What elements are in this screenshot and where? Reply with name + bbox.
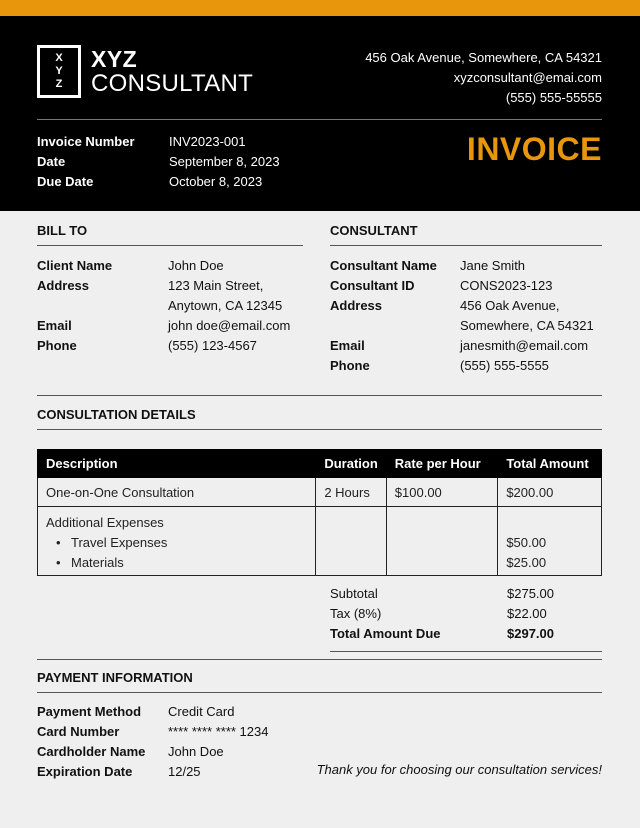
details-table	[37, 449, 602, 576]
invoice-meta	[37, 132, 280, 192]
total-due-value: $297.00	[507, 626, 554, 641]
subtotal-value: $275.00	[507, 586, 554, 601]
expenses-list	[46, 533, 307, 573]
company-contact	[365, 48, 602, 108]
consultant-address-line2: Somewhere, CA 54321	[460, 318, 594, 333]
logo-mark-letter: Z	[55, 78, 63, 90]
client-address-label: Address	[37, 278, 90, 293]
table-row	[38, 507, 602, 576]
client-address-line2: Anytown, CA 12345	[168, 298, 283, 313]
logo-mark-letter: X	[55, 52, 63, 64]
due-date: October 8, 2023	[169, 174, 263, 189]
logo-subname: CONSULTANT	[91, 70, 254, 97]
consultant-name: Jane Smith	[460, 258, 526, 273]
consultant-title: CONSULTANT	[330, 223, 418, 238]
expense-amount: $50.00	[506, 535, 547, 550]
consultant-email-label: Email	[330, 338, 365, 353]
row-duration: 2 Hours	[316, 478, 386, 507]
bill-to-title: BILL TO	[37, 223, 88, 238]
table-header-row	[38, 450, 602, 478]
company-email: xyzconsultant@emai.com	[453, 70, 602, 85]
row-description: One-on-One Consultation	[38, 478, 316, 507]
payment-method-label: Payment Method	[37, 704, 142, 719]
row-total: $200.00	[498, 478, 602, 507]
subtotal-label: Subtotal	[330, 586, 378, 601]
details-top-divider	[37, 395, 602, 396]
consultant-address-line1: 456 Oak Avenue,	[460, 298, 560, 313]
payment-method: Credit Card	[168, 704, 235, 719]
logo-name: XYZ	[91, 46, 138, 72]
client-phone: (555) 123-4567	[168, 338, 257, 353]
totals-block	[330, 584, 602, 644]
consultant-phone: (555) 555-5555	[460, 358, 549, 373]
col-duration: Duration	[316, 450, 386, 478]
tax-label: Tax (8%)	[330, 606, 382, 621]
cardholder-name: John Doe	[168, 744, 224, 759]
consultant-id: CONS2023-123	[460, 278, 553, 293]
expiration-label: Expiration Date	[37, 764, 133, 779]
invoice-number: INV2023-001	[169, 134, 246, 149]
details-title: CONSULTATION DETAILS	[37, 407, 196, 422]
tax-value: $22.00	[507, 606, 547, 621]
consultant-email: janesmith@email.com	[460, 338, 589, 353]
logo-mark	[37, 45, 81, 98]
col-rate: Rate per Hour	[386, 450, 498, 478]
payment-top-divider	[37, 659, 602, 660]
table-row	[38, 478, 602, 507]
row-duration	[316, 507, 386, 576]
expenses-heading: Additional Expenses	[46, 515, 164, 530]
client-email: john doe@email.com	[168, 318, 291, 333]
list-item: • Travel Expenses	[46, 533, 307, 553]
list-item: • Materials	[46, 553, 307, 573]
expense-amount: $25.00	[506, 555, 547, 570]
payment-details	[37, 702, 268, 782]
client-name: John Doe	[168, 258, 224, 273]
consultant-divider	[330, 245, 602, 246]
invoice-date-label: Date	[37, 154, 66, 169]
row-rate	[386, 507, 498, 576]
payment-bottom-divider	[37, 692, 602, 693]
invoice-date: September 8, 2023	[169, 154, 280, 169]
company-address: 456 Oak Avenue, Somewhere, CA 54321	[365, 50, 602, 65]
accent-bar	[0, 0, 640, 16]
cardholder-label: Cardholder Name	[37, 744, 146, 759]
client-email-label: Email	[37, 318, 72, 333]
col-total: Total Amount	[498, 450, 602, 478]
due-date-label: Due Date	[37, 174, 94, 189]
card-number: **** **** **** 1234	[168, 724, 269, 739]
expiration-date: 12/25	[168, 764, 201, 779]
thank-you-note: Thank you for choosing our consultation services!	[316, 762, 602, 777]
row-description	[38, 507, 316, 576]
invoice-number-label: Invoice Number	[37, 134, 135, 149]
consultant-address-label: Address	[330, 298, 383, 313]
company-phone: (555) 555-55555	[505, 90, 602, 105]
invoice-title: INVOICE	[466, 131, 602, 167]
client-name-label: Client Name	[37, 258, 113, 273]
consultant-id-label: Consultant ID	[330, 278, 415, 293]
header-divider	[37, 119, 602, 120]
invoice-header	[0, 16, 640, 211]
consultant-name-label: Consultant Name	[330, 258, 437, 273]
total-due-label: Total Amount Due	[330, 626, 441, 641]
bill-to-divider	[37, 245, 303, 246]
row-total	[498, 507, 602, 576]
totals-divider	[330, 651, 602, 652]
payment-title: PAYMENT INFORMATION	[37, 670, 193, 685]
details-bottom-divider	[37, 429, 602, 430]
client-address-line1: 123 Main Street,	[168, 278, 264, 293]
card-number-label: Card Number	[37, 724, 120, 739]
client-phone-label: Phone	[37, 338, 77, 353]
bill-to-details	[37, 256, 290, 356]
logo-mark-letter: Y	[55, 65, 63, 77]
consultant-details	[330, 256, 594, 376]
col-description: Description	[38, 450, 316, 478]
row-rate: $100.00	[386, 478, 498, 507]
consultant-phone-label: Phone	[330, 358, 370, 373]
